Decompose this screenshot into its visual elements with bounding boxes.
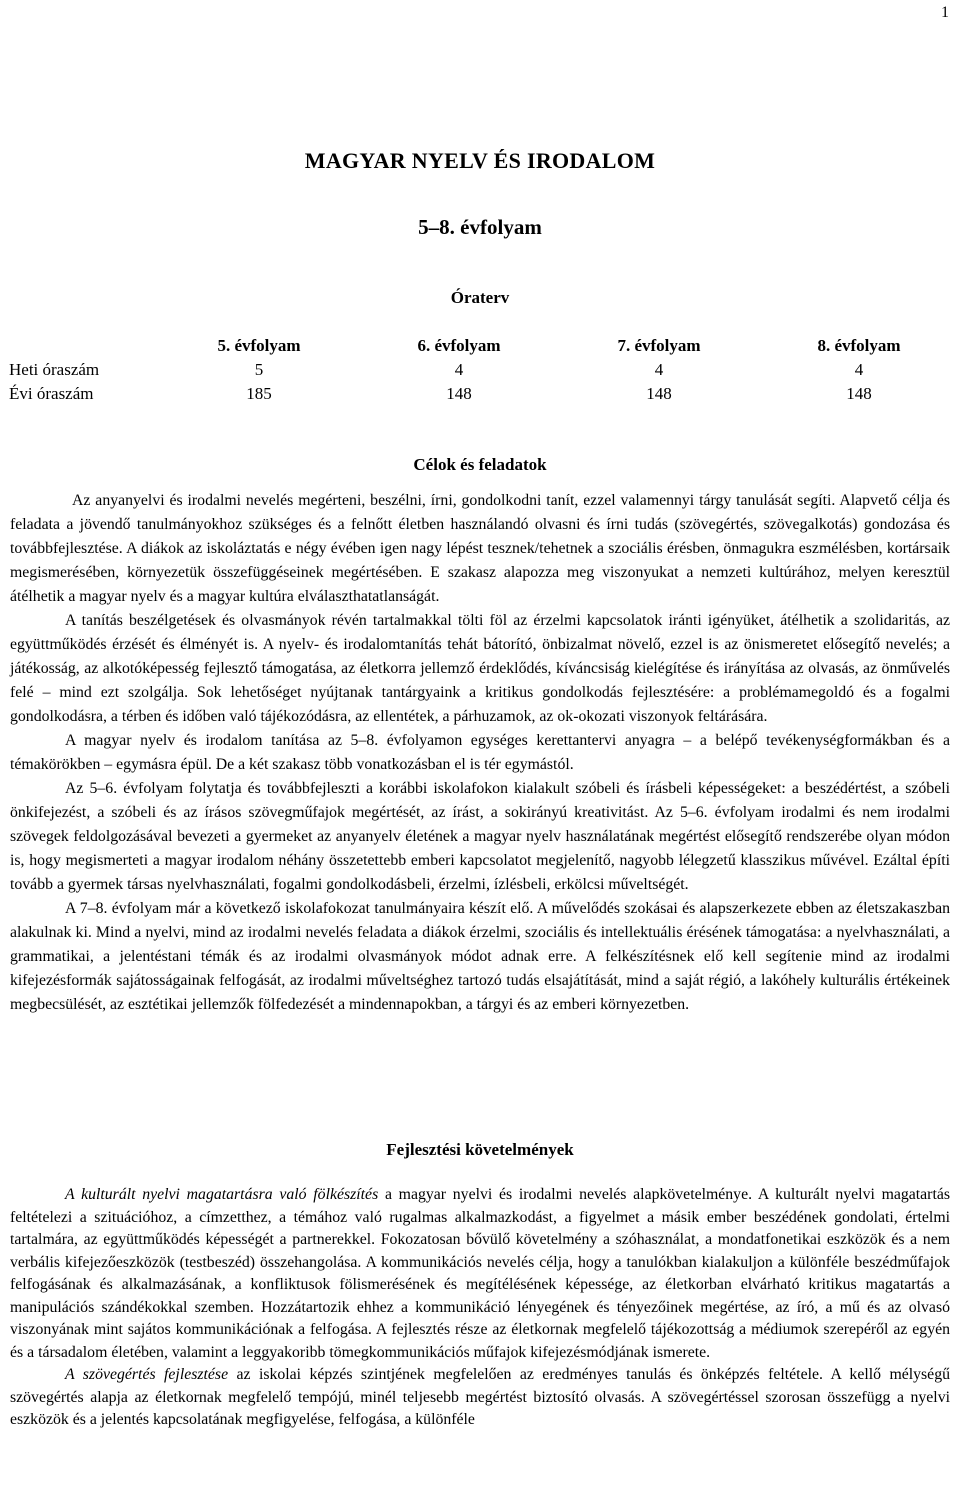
column-header: 5. évfolyam [217,336,301,355]
page-number: 1 [941,4,949,21]
table-cell: 4 [454,360,464,379]
hours-table-header-row [9,334,959,358]
development-section [10,1184,950,1432]
goals-paragraph: Az anyanyelvi és irodalmi nevelés megérteni, beszélni, írni, gondolkodni tanít, ezzel valamennyi tárgy tanulását segíti. Alapvető célja és feladata a jövendő tanulmányokhoz szükséges és a felnőtt életben használandó olvasni és írni tudás (szövegértés, szövegalkotás) gondozása és továbbfejlesztése. A diákok az iskoláztatás e négy évében igen nagy lépést tesznek/tehetnek a szociális érésben, önmagukra eszmélésben, kortársaik megismerésében, környezetük összefüggéseinek megértésében. E szakasz alapozza meg viszonyukat a nemzeti kultúrához, melyen keresztül átélhetik a magyar nyelv és a magyar kultúra elválaszthatatlanságát. [10,492,950,605]
table-cell: 148 [646,384,672,403]
grade-range: 5–8. évfolyam [418,215,542,239]
goals-paragraph: A 7–8. évfolyam már a következő iskolafokozat tanulmányaira készít elő. A művelődés szokásai és alapszerkezete ebben az életszakaszban alakulnak ki. Mind a nyelvi, mind az irodalmi nevelés feladata a diákok érzelmi, szociális és intellektuális érésének támogatása: a nyelvhasználati, a grammatikai, a jelentéstani témák és az irodalmi olvasmányok módot adnak erre. A felkészítésnek elő kell segítenie mind az irodalmi kifejezésformák sajátosságainak felfogását, az irodalmi műveltséghez tartozó tudás elsajátítását, mind a saját régió, a lakóhely kulturális értékeinek megbecsülését, az esztétikai jellemzők fölfedezését a mindennapokban, a tárgyi és az emberi környezetben. [10,900,950,1013]
table-row [9,358,959,382]
development-text: a magyar nyelvi és irodalmi nevelés alapkövetelménye. A kulturált nyelvi magatartás feltételezi a szituációhoz, a címzetthez, a témához való rugalmas alkalmazkodást, a figyelmet a másik ember beszédének gondolati, értelmi tartalmára, az együttműködés képességét a partnerekkel. Fokozatosan bővülő követelmény a szóhasználat, a mondatfonetikai eszközök és a nem verbális kifejezőeszközök (testbeszéd) összehangolása. A kommunikációs nevelés célja, hogy a tanulókban kialakuljon a különféle beszédműfajok felfogásának és alkalmazásának, a konfliktusok fölismerésének és megítélésének képessége, az életkorban elvárható kritikus magatartás a manipulációs szándékokkal szemben. Hozzátartozik ehhez a kommunikáció lényegének és tényezőinek megértése, az író, a mű és az olvasó viszonyának mint sajátos kommunikációnak a felfogása. A fejlesztés része az életkornak megfelelő tájékozottság a médiumok szerepéről az egyén és a társadalom életében, valamint a leggyakoribb tömegkommunikációs műfajok kifejezésmódjának ismerete. [10,1186,950,1361]
development-text: az iskolai képzés szintjének megfelelően az eredményes tanulás és önképzés feltétele. A kellő mélységű szövegértés alapja az életkornak megfelelő tempójú, minél teljesebb megértést biztosító olvasás. A szövegértéssel szorosan összefügg a nyelvi eszközök és a jelentés kapcsolatának megfigyelése, felfogása, a különféle [10,1366,950,1428]
row-label: Heti óraszám [9,360,100,379]
row-label: Évi óraszám [9,384,94,403]
table-cell: 148 [846,384,872,403]
table-cell: 4 [854,360,864,379]
table-row [9,382,959,406]
column-header: 7. évfolyam [617,336,701,355]
table-cell: 5 [254,360,264,379]
goals-paragraph: A tanítás beszélgetések és olvasmányok révén tartalmakkal tölti föl az érzelmi kapcsolatok iránti igényüket, átélhetik a szolidaritás, az együttműködés érzését és élményét is. A nyelv- és irodalomtanítás tehát bátorító, önbizalmat növelő, ezzel is az önismeretet elősegítő nevelés; a játékosság, az alkotóképesség fejlesztő támogatása, az életkorra jellemző érdeklődés, kíváncsiság kielégítése és irányítása az olvasás, az önművelés felé – mind ezt szolgálja. Sok lehetőséget nyújtanak tantárgyaink a kritikus gondolkodás fejlesztésére: a problémamegoldó és a fogalmi gondolkodásra, a térben és időben való tájékozódásra, az ellentétek, a párhuzamok, az ok-okozati viszonyok feltárására. [10,612,950,725]
table-cell: 185 [246,384,272,403]
column-header: 8. évfolyam [817,336,901,355]
table-corner-cell [9,334,159,358]
goals-paragraph: A magyar nyelv és irodalom tanítása az 5–8. évfolyamon egységes kerettantervi anyagra – a belépő tevékenységformákban és a témakörökben – egymásra épül. De a két szakasz több vonatkozásban el is tér egymástól. [10,732,950,773]
schedule-heading: Óraterv [450,288,510,307]
hours-table [9,334,959,406]
development-heading: Fejlesztési követelmények [386,1140,574,1159]
table-cell: 148 [446,384,472,403]
goals-paragraph: Az 5–6. évfolyam folytatja és továbbfejleszti a korábbi iskolafokon kialakult szóbeli és írásbeli képességeket: a beszédértést, a szóbeli önkifejezést, a szóbeli és az írásos szövegműfajok megértését, az írást, a sokirányú kreativitást. Az 5–6. évfolyam irodalmi és nem irodalmi szövegek feldolgozásával bevezeti a gyermeket az anyanyelv életének a magyar nyelv használatának megértést elősegítő rendszerébe olyan módon is, hogy megismerteti a magyar irodalom néhány összetettebb emberi kapcsolatot megjelenítő, nagyobb lélegzetű klasszikus művével. Ezáltal építi tovább a gyermek társas nyelvhasználati, fogalmi gondolkodásbeli, érzelmi, ízlésbeli, erkölcsi műveltségét. [10,780,950,893]
goals-section [10,489,950,1017]
document-title: MAGYAR NYELV ÉS IRODALOM [304,148,656,173]
column-header: 6. évfolyam [417,336,501,355]
development-paragraph [10,1364,950,1432]
table-cell: 4 [654,360,664,379]
goals-heading: Célok és feladatok [413,455,547,474]
development-paragraph [10,1184,950,1364]
development-lead-phrase: A szövegértés fejlesztése [65,1366,229,1383]
development-lead-phrase: A kulturált nyelvi magatartásra való fölkészítés [65,1186,379,1203]
